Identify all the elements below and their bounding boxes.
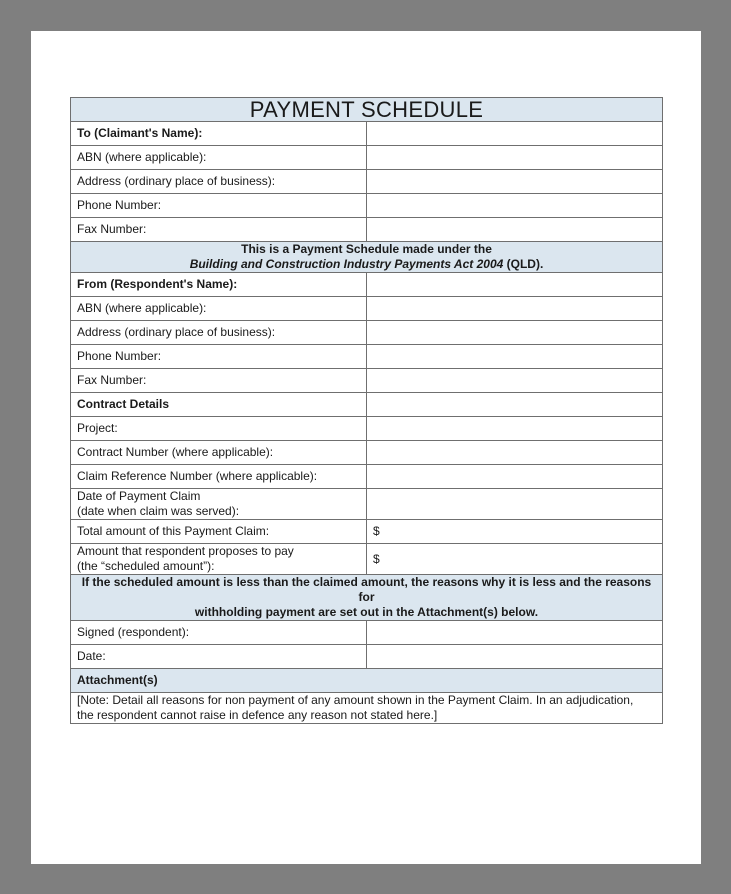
attachments-note[interactable] [71, 693, 663, 724]
table-row [71, 146, 663, 170]
table-row [71, 321, 663, 345]
table-row [71, 170, 663, 194]
claimant-name-field[interactable] [367, 122, 663, 146]
respondent-abn-label: ABN (where applicable): [71, 297, 367, 321]
total-amount-label: Total amount of this Payment Claim: [71, 520, 367, 544]
signed-field[interactable] [367, 621, 663, 645]
act-notice-line1: This is a Payment Schedule made under the [241, 242, 492, 256]
form-title: PAYMENT SCHEDULE [71, 98, 663, 122]
total-dollar-sign: $ [373, 524, 380, 538]
table-row [71, 417, 663, 441]
claim-date-label-line2: (date when claim was served): [77, 504, 240, 518]
attachments-note-line2: the respondent cannot raise in defence any reason not stated here.] [77, 708, 438, 722]
respondent-address-field[interactable] [367, 321, 663, 345]
act-name: Building and Construction Industry Payments Act 2004 [189, 257, 504, 271]
claim-reference-label: Claim Reference Number (where applicable): [71, 465, 367, 489]
project-label: Project: [71, 417, 367, 441]
claim-date-label-line1: Date of Payment Claim [77, 489, 201, 503]
attachments-heading: Attachment(s) [71, 669, 663, 693]
date-label: Date: [71, 645, 367, 669]
scheduled-amount-label-line1: Amount that respondent proposes to pay [77, 544, 294, 558]
table-row [71, 520, 663, 544]
claim-date-label [71, 489, 367, 520]
claimant-phone-label: Phone Number: [71, 194, 367, 218]
respondent-name-field[interactable] [367, 273, 663, 297]
respondent-fax-field[interactable] [367, 369, 663, 393]
signed-label: Signed (respondent): [71, 621, 367, 645]
respondent-name-label: From (Respondent's Name): [71, 273, 367, 297]
table-row [71, 194, 663, 218]
act-suffix: (QLD). [503, 257, 544, 271]
table-row [71, 645, 663, 669]
claimant-fax-field[interactable] [367, 218, 663, 242]
table-row [71, 218, 663, 242]
table-row [71, 441, 663, 465]
respondent-address-label: Address (ordinary place of business): [71, 321, 367, 345]
contract-details-heading: Contract Details [71, 393, 367, 417]
project-field[interactable] [367, 417, 663, 441]
table-row [71, 465, 663, 489]
claimant-name-label: To (Claimant's Name): [71, 122, 367, 146]
claimant-abn-field[interactable] [367, 146, 663, 170]
claimant-address-field[interactable] [367, 170, 663, 194]
respondent-phone-label: Phone Number: [71, 345, 367, 369]
claim-reference-field[interactable] [367, 465, 663, 489]
reasons-notice-line2: withholding payment are set out in the Attachment(s) below. [194, 605, 539, 619]
claimant-fax-label: Fax Number: [71, 218, 367, 242]
contract-details-field[interactable] [367, 393, 663, 417]
total-amount-field[interactable] [367, 520, 663, 544]
claimant-address-label: Address (ordinary place of business): [71, 170, 367, 194]
scheduled-amount-label-line2: (the “scheduled amount”): [77, 559, 215, 573]
table-row [71, 273, 663, 297]
claimant-phone-field[interactable] [367, 194, 663, 218]
scheduled-amount-label [71, 544, 367, 575]
scheduled-amount-field[interactable] [367, 544, 663, 575]
contract-number-field[interactable] [367, 441, 663, 465]
respondent-fax-label: Fax Number: [71, 369, 367, 393]
table-row [71, 489, 663, 520]
respondent-abn-field[interactable] [367, 297, 663, 321]
contract-number-label: Contract Number (where applicable): [71, 441, 367, 465]
payment-schedule-form [70, 97, 663, 724]
table-row [71, 122, 663, 146]
table-row [71, 544, 663, 575]
attachments-note-line1: [Note: Detail all reasons for non payment of any amount shown in the Payment Claim. In an adjudication, [77, 693, 634, 707]
table-row [71, 297, 663, 321]
table-row [71, 621, 663, 645]
claim-date-field[interactable] [367, 489, 663, 520]
reasons-notice [71, 575, 663, 621]
table-row [71, 369, 663, 393]
respondent-phone-field[interactable] [367, 345, 663, 369]
scheduled-dollar-sign: $ [373, 551, 380, 566]
claimant-abn-label: ABN (where applicable): [71, 146, 367, 170]
table-row [71, 393, 663, 417]
table-row [71, 345, 663, 369]
reasons-notice-line1: If the scheduled amount is less than the claimed amount, the reasons why it is less and the reasons for [81, 575, 652, 604]
document-page [31, 31, 701, 864]
act-notice [71, 242, 663, 273]
date-field[interactable] [367, 645, 663, 669]
